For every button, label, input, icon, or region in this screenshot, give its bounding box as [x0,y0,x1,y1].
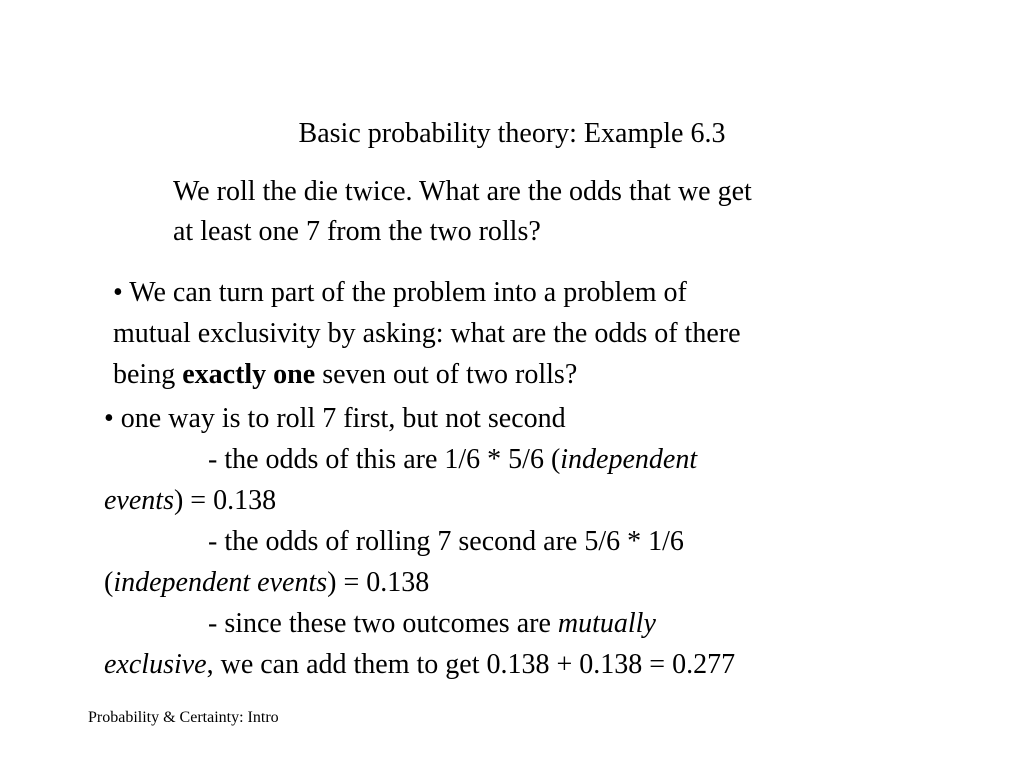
intro-line-2: at least one 7 from the two rolls? [173,216,541,247]
bullet1-line-3 [113,354,913,395]
bullet2-line-5 [104,562,924,603]
bullet2-line-7 [104,644,924,685]
bullet2-line-3 [104,480,924,521]
bullet2-line-3-post: ) = 0.138 [173,485,277,516]
slide-title: Basic probability theory: Example 6.3 [298,118,726,149]
bullet1-line-1: • We can turn part of the problem into a problem of [113,277,687,308]
bullet2-line-3-italic: events [104,485,174,516]
bullet2-line-5-post: ) = 0.138 [327,567,430,598]
bullet1-line-2: mutual exclusivity by asking: what are the odds of there [113,318,741,349]
bullet2-line-1: • one way is to roll 7 first, but not second [104,403,566,434]
bullet-mutual-exclusivity [113,272,913,395]
bullet-one-way [104,398,924,685]
slide-footer: Probability & Certainty: Intro [88,709,279,726]
intro-paragraph [173,172,913,252]
bullet2-line-2-italic: independent [560,444,698,475]
bullet2-line-7-post: , we can add them to get 0.138 + 0.138 = 0.277 [206,649,736,680]
bullet2-line-4 [104,521,924,562]
bullet1-line-3-pre: being [113,359,183,390]
bullet1-emphasis-exactly-one: exactly one [182,359,316,390]
bullet2-line-6-pre: - since these two outcomes are [208,608,558,639]
bullet2-line-6-italic: mutually [557,608,656,639]
bullet2-line-5-pre: ( [104,567,114,598]
bullet2-line-2-pre: - the odds of this are 1/6 * 5/6 ( [208,444,561,475]
intro-line-1: We roll the die twice. What are the odds that we get [173,176,752,207]
bullet2-line-2 [104,439,924,480]
bullet1-line-3-post: seven out of two rolls? [315,359,578,390]
bullet2-line-6 [104,603,924,644]
bullet2-line-4-text: - the odds of rolling 7 second are 5/6 * 1/6 [208,526,684,557]
bullet2-line-7-italic: exclusive [104,649,207,680]
bullet2-line-5-italic: independent events [113,567,328,598]
